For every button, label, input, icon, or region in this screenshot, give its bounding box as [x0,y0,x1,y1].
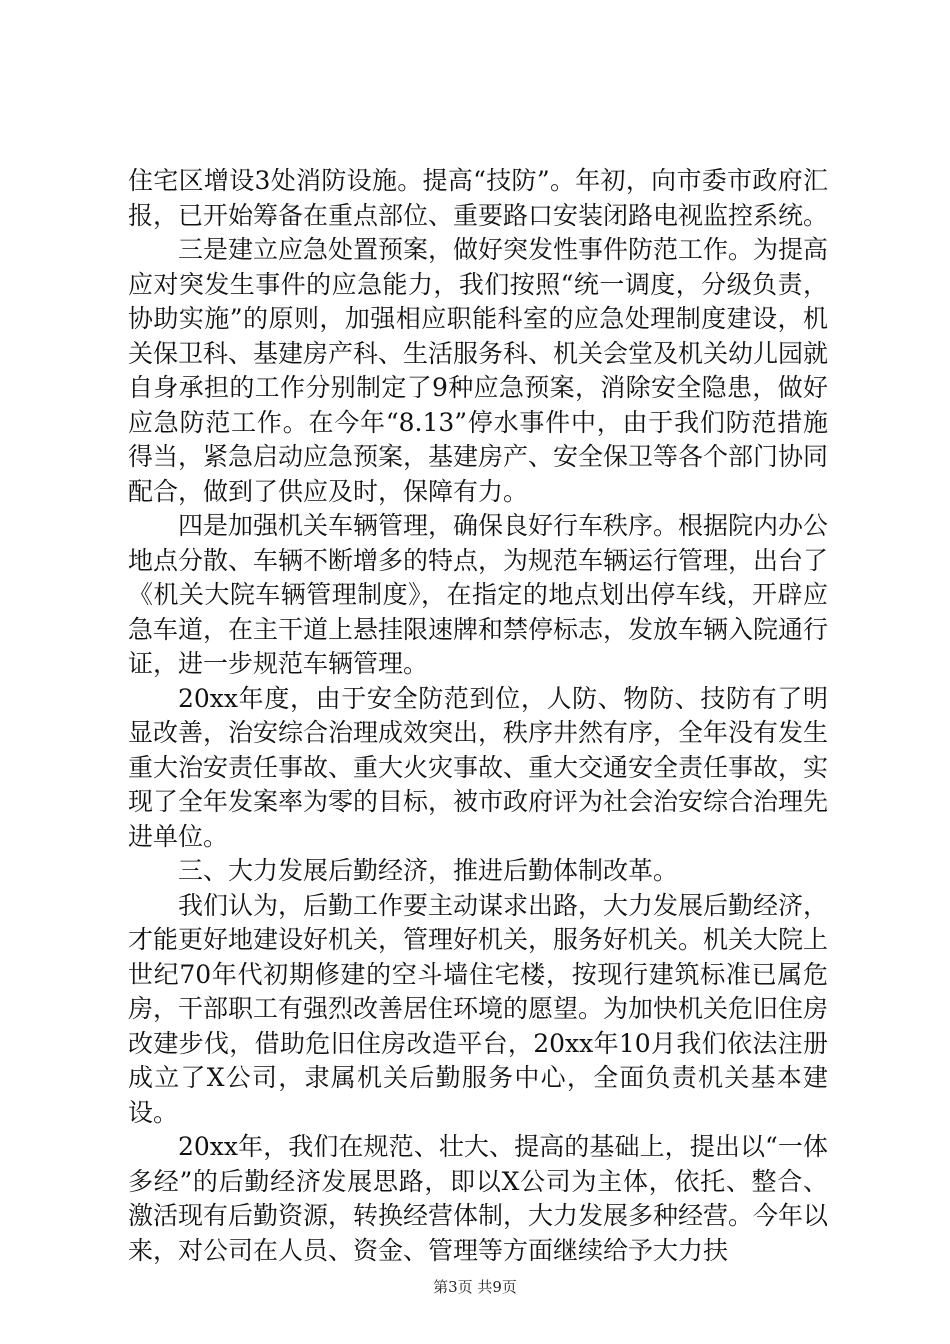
paragraph: 20xx年度，由于安全防范到位，人防、物防、技防有了明显改善，治安综合治理成效突出，秩序井然有序，全年没有发生重大治安责任事故、重大火灾事故、重大交通安全责任事故，实现了全年发案率为零的目标，被市政府评为社会治安综合治理先进单位。 [128,683,829,851]
paragraph: 20xx年，我们在规范、壮大、提高的基础上，提出以“一体多经”的后勤经济发展思路，即以X公司为主体，依托、整合、激活现有后勤资源，转换经营体制，大力发展多种经营。今年以来，对公司在人员、资金、管理等方面继续给予大力扶 [128,1132,829,1265]
page-number-footer: 第3页 共9页 [433,1278,517,1296]
paragraph: 住宅区增设3处消防设施。提高“技防”。年初，向市委市政府汇报，已开始筹备在重点部位、重要路口安装闭路电视监控系统。 [128,166,829,230]
paragraph: 四是加强机关车辆管理，确保良好行车秩序。根据院内办公地点分散、车辆不断增多的特点，为规范车辆运行管理，出台了《机关大院车辆管理制度》，在指定的地点划出停车线，开辟应急车道，在主干道上悬挂限速牌和禁停标志，发放车辆入院通行证，进一步规范车辆管理。 [128,511,829,678]
section-heading: 三、大力发展后勤经济，推进后勤体制改革。 [178,856,679,885]
paragraph: 三是建立应急处置预案，做好突发性事件防范工作。为提高应对突发生事件的应急能力，我们按照“统一调度，分级负责，协助实施”的原则，加强相应职能科室的应急处理制度建设，机关保卫科、基建房产科、生活服务科、机关会堂及机关幼儿园就自身承担的工作分别制定了9种应急预案，消除安全隐患，做好应急防范工作。在今年“8.13”停水事件中，由于我们防范措施得当，紧急启动应急预案，基建房产、安全保卫等各个部门协同配合，做到了供应及时，保障有力。 [128,235,829,506]
paragraph: 我们认为，后勤工作要主动谋求出路，大力发展后勤经济，才能更好地建设好机关，管理好机关，服务好机关。机关大院上世纪70年代初期修建的空斗墙住宅楼，按现行建筑标准已属危房，干部职工有强烈改善居住环境的愿望。为加快机关危旧住房改建步伐，借助危旧住房改造平台，20xx年10月我们依法注册成立了X公司，隶属机关后勤服务中心，全面负责机关基本建设。 [128,890,829,1127]
document-body [128,164,828,1268]
